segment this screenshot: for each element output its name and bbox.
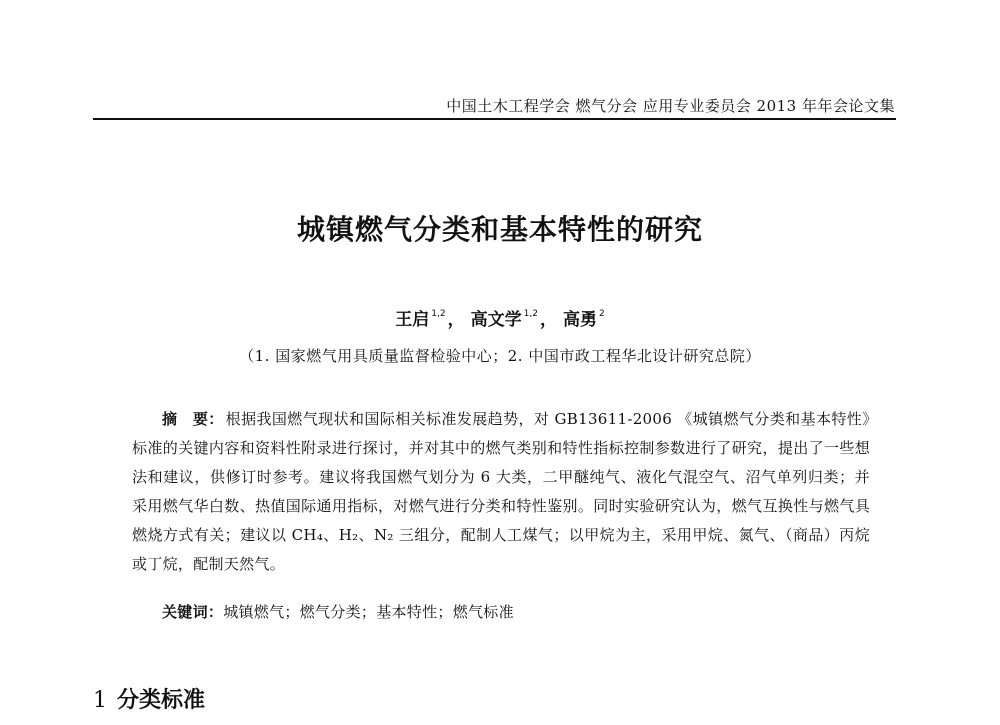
author-affiliation-mark: 1,2 <box>431 309 446 319</box>
author-affiliation-mark: 1,2 <box>523 309 538 319</box>
section-title: 分类标准 <box>117 688 206 713</box>
keywords <box>162 601 514 622</box>
keywords-label: 关键词： <box>162 603 224 621</box>
author-name: 王启 <box>395 310 430 330</box>
author-separator: ， <box>447 310 465 330</box>
author-name: 高勇 <box>562 310 597 330</box>
abstract-text: 根据我国燃气现状和国际相关标准发展趋势，对 GB13611-2006 《城镇燃气分类和基本特性》标准的关键内容和资料性附录进行探讨，并对其中的燃气类别和特性指标控制参数进行了研究，提出了一些想法和建议，供修订时参考。建议将我国燃气划分为 6 大类，二甲醚纯气、液化气混空气、沼气单列归类；并采用燃气华白数、热值国际通用指标，对燃气进行分类和特性鉴别。同时实验研究认为，燃气互换性与燃气具燃烧方式有关；建议以 CH₄、H₂、N₂ 三组分，配制人工煤气；以甲烷为主，采用甲烷、氮气、（商品）丙烷或丁烷，配制天然气。 <box>132 410 871 573</box>
header-rule <box>93 118 896 120</box>
author-affiliation-mark: 2 <box>598 309 605 319</box>
paper-title: 城镇燃气分类和基本特性的研究 <box>296 213 703 246</box>
author-separator: ， <box>539 310 557 330</box>
abstract-label: 摘 要： <box>162 410 224 428</box>
affiliations: （1. 国家燃气用具质量监督检验中心；2. 中国市政工程华北设计研究总院） <box>239 347 761 365</box>
author-name: 高文学 <box>470 310 522 330</box>
section-number: 1 <box>93 688 107 713</box>
section-heading <box>93 683 205 714</box>
abstract <box>132 405 870 579</box>
running-header: 中国土木工程学会 燃气分会 应用专业委员会 2013 年年会论文集 <box>446 97 895 115</box>
keywords-text: 城镇燃气；燃气分类；基本特性；燃气标准 <box>223 603 514 621</box>
author-list <box>0 305 1000 330</box>
